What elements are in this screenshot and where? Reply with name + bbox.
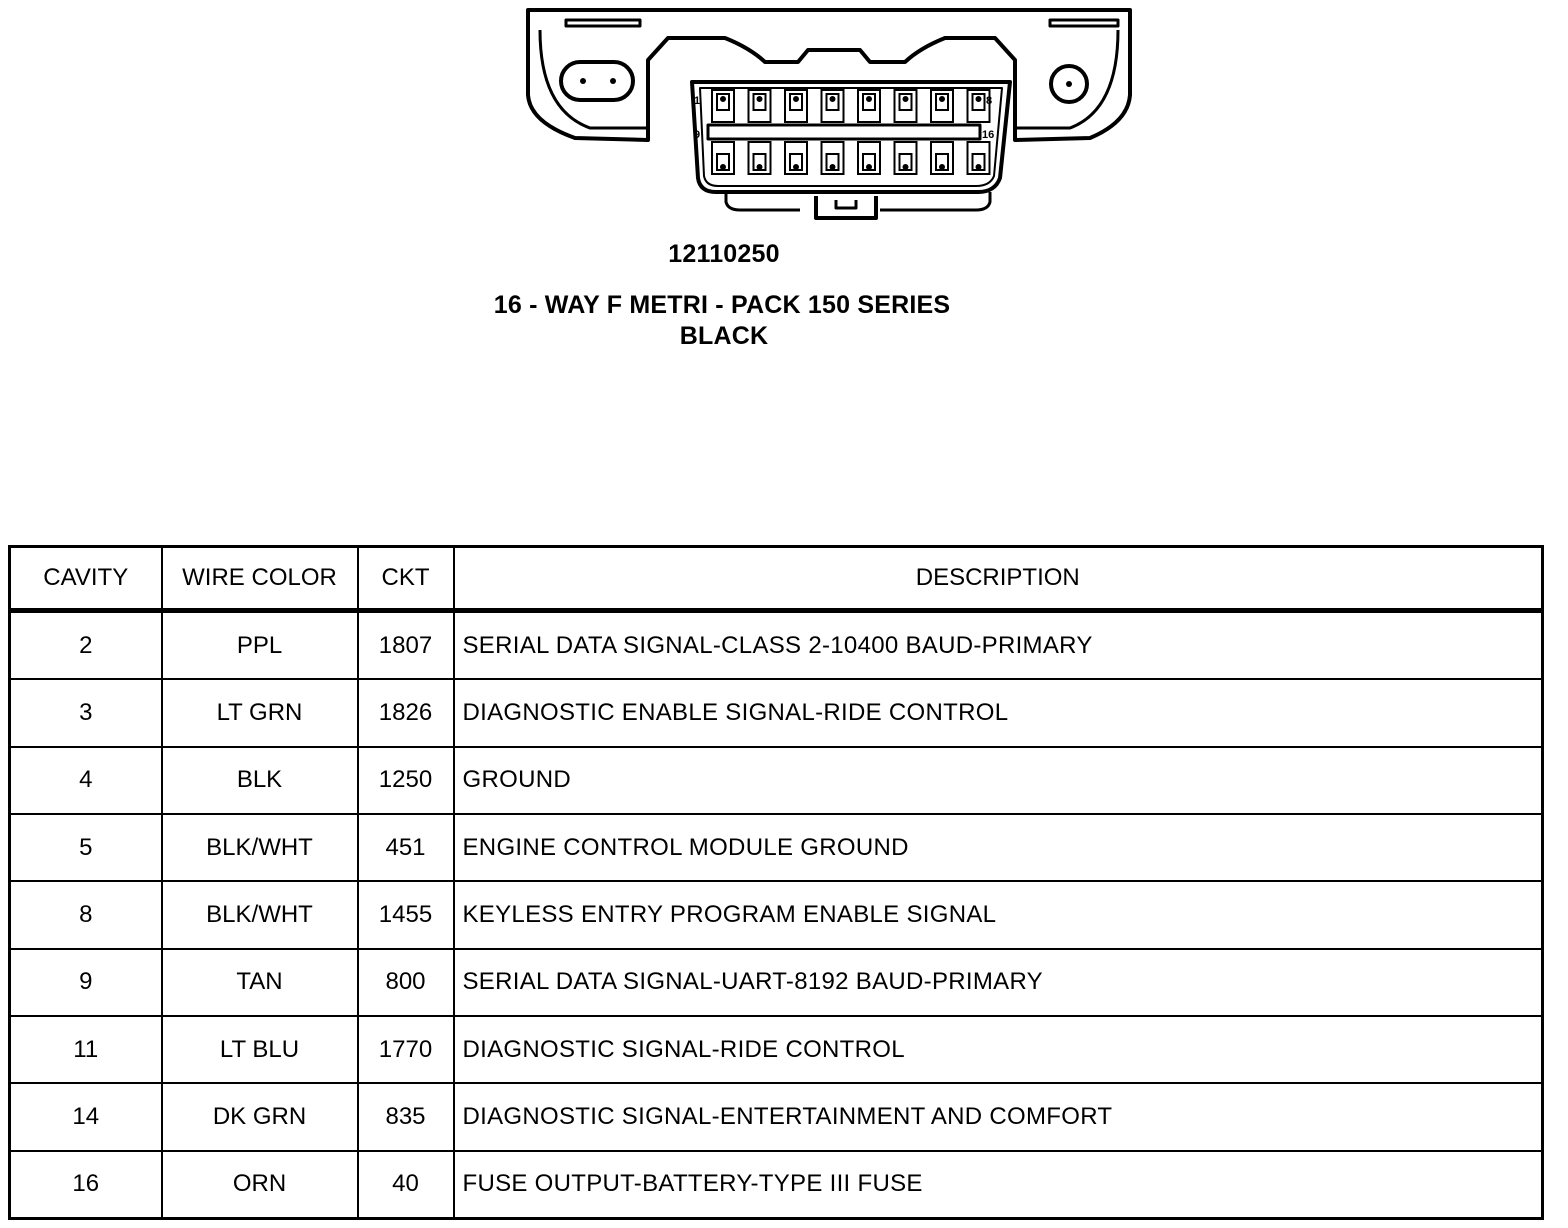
wire-color-cell: LT BLU xyxy=(162,1016,358,1083)
ckt-cell: 835 xyxy=(358,1083,454,1150)
wire-color-cell: BLK/WHT xyxy=(162,814,358,881)
pin-contact xyxy=(977,165,981,169)
ckt-cell: 1826 xyxy=(358,679,454,746)
cavity-cell: 3 xyxy=(10,679,162,746)
connector-color: BLACK xyxy=(679,322,769,350)
table-header-row xyxy=(10,547,1543,611)
description-cell: SERIAL DATA SIGNAL-UART-8192 BAUD-PRIMARY xyxy=(454,949,1543,1016)
description-cell: KEYLESS ENTRY PROGRAM ENABLE SIGNAL xyxy=(454,881,1543,948)
wire-color-cell: DK GRN xyxy=(162,1083,358,1150)
pin-contact xyxy=(758,97,762,101)
wire-color-cell: TAN xyxy=(162,949,358,1016)
pin-contact xyxy=(904,97,908,101)
pin-contact xyxy=(867,165,871,169)
pin-contact xyxy=(794,165,798,169)
connector-housing-outline xyxy=(528,10,1130,140)
pin-contact xyxy=(940,165,944,169)
table-row xyxy=(10,881,1543,948)
pin-contact xyxy=(758,165,762,169)
pin-label-9: 9 xyxy=(694,129,701,141)
table-row xyxy=(10,814,1543,881)
ckt-cell: 1455 xyxy=(358,881,454,948)
pin-label-16: 16 xyxy=(982,129,995,141)
pinout-table xyxy=(8,545,1544,1220)
description-cell: FUSE OUTPUT-BATTERY-TYPE III FUSE xyxy=(454,1151,1543,1219)
cavity-cell: 16 xyxy=(10,1151,162,1219)
table-row xyxy=(10,1083,1543,1150)
description-cell: DIAGNOSTIC SIGNAL-RIDE CONTROL xyxy=(454,1016,1543,1083)
pin-face-outline xyxy=(692,82,1010,192)
cavity-cell: 8 xyxy=(10,881,162,948)
header-cavity: CAVITY xyxy=(10,547,162,611)
table-row xyxy=(10,611,1543,680)
pin-contact xyxy=(831,97,835,101)
ckt-cell: 40 xyxy=(358,1151,454,1219)
cavity-cell: 9 xyxy=(10,949,162,1016)
ckt-cell: 1770 xyxy=(358,1016,454,1083)
ckt-cell: 1250 xyxy=(358,747,454,814)
description-cell: GROUND xyxy=(454,747,1543,814)
connector-diagram xyxy=(0,0,1568,230)
table-row xyxy=(10,747,1543,814)
part-number: 12110250 xyxy=(668,240,780,268)
table-row xyxy=(10,679,1543,746)
ckt-cell: 800 xyxy=(358,949,454,1016)
table-row xyxy=(10,1151,1543,1219)
pin-contact xyxy=(977,97,981,101)
cavity-cell: 2 xyxy=(10,611,162,680)
description-cell: DIAGNOSTIC ENABLE SIGNAL-RIDE CONTROL xyxy=(454,679,1543,746)
wire-color-cell: ORN xyxy=(162,1151,358,1219)
ckt-cell: 451 xyxy=(358,814,454,881)
pin-contact xyxy=(940,97,944,101)
connector-type: 16 - WAY F METRI - PACK 150 SERIES xyxy=(493,291,951,319)
cavity-cell: 11 xyxy=(10,1016,162,1083)
pin-contact xyxy=(721,165,725,169)
wire-color-cell: PPL xyxy=(162,611,358,680)
pin-contact xyxy=(721,97,725,101)
description-cell: SERIAL DATA SIGNAL-CLASS 2-10400 BAUD-PRIMARY xyxy=(454,611,1543,680)
cavity-cell: 5 xyxy=(10,814,162,881)
description-cell: DIAGNOSTIC SIGNAL-ENTERTAINMENT AND COMFORT xyxy=(454,1083,1543,1150)
header-description: DESCRIPTION xyxy=(454,547,1543,611)
header-wire-color: WIRE COLOR xyxy=(162,547,358,611)
pin-contact xyxy=(904,165,908,169)
header-ckt: CKT xyxy=(358,547,454,611)
table-row xyxy=(10,949,1543,1016)
cavity-cell: 14 xyxy=(10,1083,162,1150)
wire-color-cell: LT GRN xyxy=(162,679,358,746)
description-cell: ENGINE CONTROL MODULE GROUND xyxy=(454,814,1543,881)
pin-cavities xyxy=(712,90,993,174)
pin-label-8: 8 xyxy=(986,95,993,107)
left-mount-slot xyxy=(561,62,633,100)
pin-contact xyxy=(867,97,871,101)
pin-contact xyxy=(831,165,835,169)
ckt-cell: 1807 xyxy=(358,611,454,680)
pin-label-1: 1 xyxy=(694,95,701,107)
wire-color-cell: BLK/WHT xyxy=(162,881,358,948)
wire-color-cell: BLK xyxy=(162,747,358,814)
pin-contact xyxy=(794,97,798,101)
cavity-cell: 4 xyxy=(10,747,162,814)
table-row xyxy=(10,1016,1543,1083)
